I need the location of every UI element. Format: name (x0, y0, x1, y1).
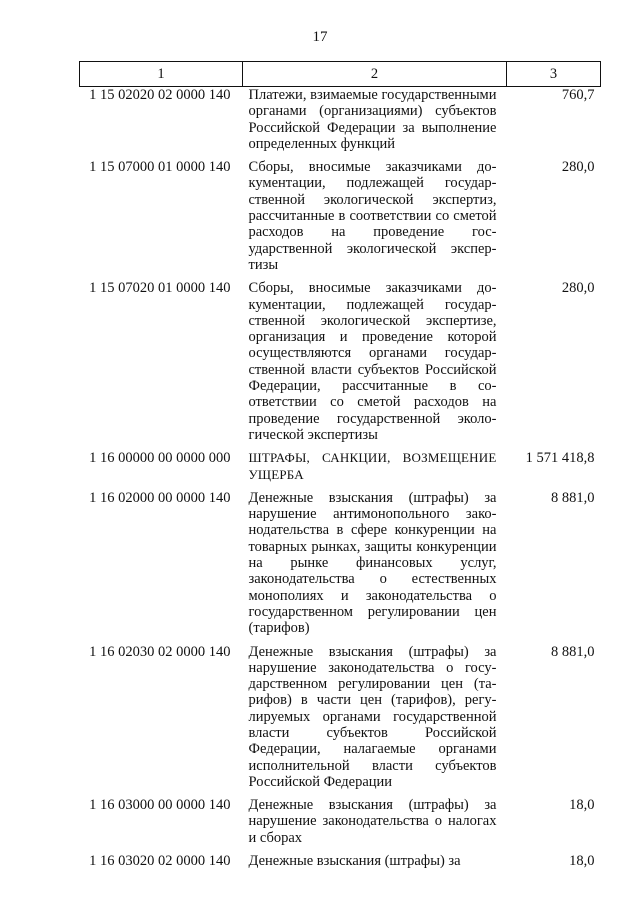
table-row (80, 853, 601, 876)
table-row (80, 87, 601, 160)
budget-code: 1 15 07000 01 0000 140 (89, 159, 231, 176)
budget-code: 1 15 02020 02 0000 140 (89, 87, 231, 103)
amount: 1 571 418,8 (525, 450, 595, 467)
amount: 280,0 (561, 159, 595, 176)
budget-code: 1 15 07020 01 0000 140 (89, 280, 231, 297)
table-body (80, 87, 601, 877)
page-number: 17 (312, 29, 328, 45)
revenue-name: Платежи, взимаемые государственными органами (организациями) субъектов Российской Федерации за выполнение определенных функций (248, 87, 497, 152)
table-row (80, 159, 601, 280)
budget-code: 1 16 00000 00 0000 000 (89, 450, 231, 467)
revenue-name: Денежные взыскания (штрафы) за нарушение законодательства о налогах и сборах (248, 797, 497, 846)
table-row (80, 797, 601, 853)
amount: 8 881,0 (551, 643, 595, 660)
header-column-1: 1 (80, 62, 243, 87)
table-header-row (80, 62, 601, 87)
table-header (80, 62, 601, 87)
amount: 18,0 (569, 797, 595, 814)
revenue-name: Денежные взыскания (штрафы) за нарушение законодательства о государственном регулировании цен (тарифов) в части цен (тарифов), регулируемых органами государственной власти субъектов Российской Федерации, налагаемые органами исполнительной власти субъектов Российской Федерации (248, 643, 497, 790)
amount: 18,0 (569, 853, 595, 870)
budget-code: 1 16 02030 02 0000 140 (89, 643, 231, 660)
amount: 8 881,0 (551, 489, 595, 506)
revenue-name: Сборы, вносимые заказчиками документации, подлежащей государственной экологической экспертизе, организация и проведение которой осуществляются органами государственной власти субъектов Российской Федерации, рассчитанные в соответствии со сметой расходов на проведение государственной экологической экспертизы (248, 280, 497, 443)
revenue-name: ШТРАФЫ, САНКЦИИ, ВОЗМЕЩЕНИЕ УЩЕРБА (248, 450, 497, 482)
revenue-name: Сборы, вносимые заказчиками документации, подлежащей государственной экологической экспертиз, рассчитанные в соответствии со сметой расходов на проведение государственной экологической экспертизы (248, 159, 497, 273)
budget-revenue-table (79, 61, 601, 876)
revenue-name: Денежные взыскания (штрафы) за нарушение антимонопольного законодательства в сфере конкуренции на товарных рынках, защиты конкуренции на рынке финансовых услуг, законодательства о естественных монополиях и законодательства о государственном регулировании цен (тарифов) (248, 489, 497, 637)
table-row (80, 450, 601, 490)
amount: 280,0 (561, 280, 595, 297)
header-column-3: 3 (507, 62, 601, 87)
revenue-name: Денежные взыскания (штрафы) за (248, 853, 461, 870)
table-row (80, 644, 601, 798)
amount: 760,7 (561, 87, 595, 103)
budget-code: 1 16 03020 02 0000 140 (89, 853, 231, 870)
budget-code: 1 16 03000 00 0000 140 (89, 797, 231, 814)
table-row (80, 490, 601, 644)
budget-code: 1 16 02000 00 0000 140 (89, 489, 231, 506)
table-row (80, 280, 601, 450)
header-column-2: 2 (243, 62, 507, 87)
